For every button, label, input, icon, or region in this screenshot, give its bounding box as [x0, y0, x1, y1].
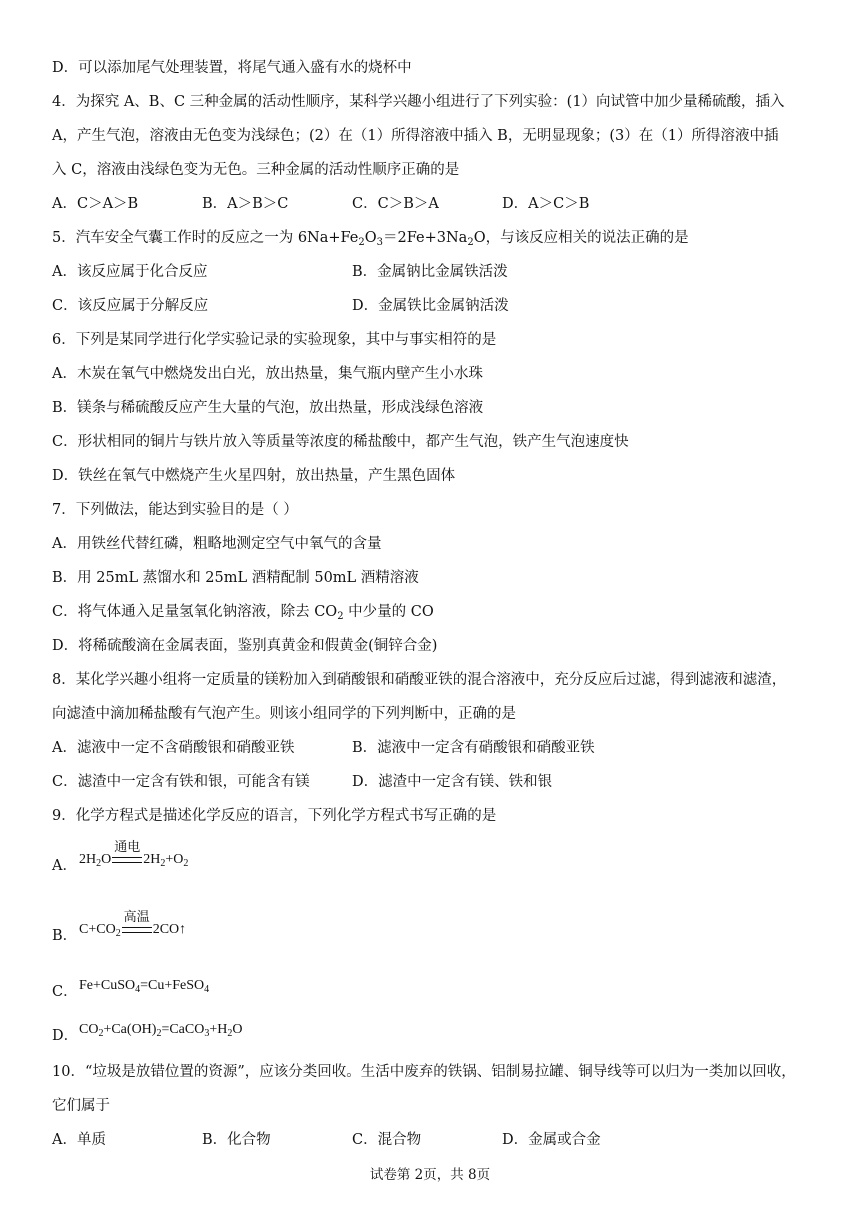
q8-option-a: A．滤液中一定不含硝酸银和硝酸亚铁 — [52, 740, 295, 756]
q4-option-c: C．C＞B＞A — [352, 196, 439, 212]
q8-option-d: D．滤渣中一定含有镁、铁和银 — [352, 774, 553, 790]
q10-option-d: D．金属或合金 — [502, 1132, 601, 1148]
q9-stem: 9．化学方程式是描述化学反应的语言，下列化学方程式书写正确的是 — [52, 808, 497, 824]
q5-option-b: B．金属钠比金属铁活泼 — [352, 264, 508, 280]
q10-option-b: B．化合物 — [202, 1132, 271, 1148]
q6-option-b: B．镁条与稀硫酸反应产生大量的气泡，放出热量，形成浅绿色溶液 — [52, 400, 484, 416]
q6-option-a: A．木炭在氧气中燃烧发出白光，放出热量，集气瓶内壁产生小水珠 — [52, 366, 483, 382]
equation-a: $2H_2O$ 通电 $2H_2+O_2$ — [79, 840, 189, 869]
q3-option-d: D．可以添加尾气处理装置，将尾气通入盛有水的烧杯中 — [52, 60, 412, 76]
q5-option-a: A．该反应属于化合反应 — [52, 264, 208, 280]
q4-option-a: A．C＞A＞B — [52, 196, 139, 212]
q5-option-d: D．金属铁比金属钠活泼 — [352, 298, 509, 314]
q6-option-d: D．铁丝在氧气中燃烧产生火星四射，放出热量，产生黑色固体 — [52, 468, 456, 484]
q4-option-d: D．A＞C＞B — [502, 196, 590, 212]
q7-option-d: D．将稀硫酸滴在金属表面，鉴别真黄金和假黄金(铜锌合金) — [52, 638, 438, 654]
q7-option-c: C．将气体通入足量氢氧化钠溶液，除去 $CO_2$ 中少量的 CO — [52, 604, 434, 622]
q4-stem-line2: A，产生气泡，溶液由无色变为浅绿色；(2）在（1）所得溶液中插入 B，无明显现象；(3）在（1）所得溶液中插 — [52, 128, 779, 144]
q4-stem-line3: 入 C，溶液由浅绿色变为无色。三种金属的活动性顺序正确的是 — [52, 162, 460, 178]
q10-stem-line2: 它们属于 — [52, 1098, 110, 1114]
q10-option-a: A．单质 — [52, 1132, 106, 1148]
q8-stem-line2: 向滤渣中滴加稀盐酸有气泡产生。则该小组同学的下列判断中，正确的是 — [52, 706, 516, 722]
equation-b: $C+CO_2$ 高温 2CO↑ — [79, 910, 187, 939]
q7-option-a: A．用铁丝代替红磷，粗略地测定空气中氧气的含量 — [52, 536, 382, 552]
equation-d: $CO_2+Ca(OH)_2=CaCO_3+H_2O$ — [79, 1022, 243, 1039]
q4-option-b: B．A＞B＞C — [202, 196, 289, 212]
q8-option-c: C．滤渣中一定含有铁和银，可能含有镁 — [52, 774, 310, 790]
q10-option-c: C．混合物 — [352, 1132, 422, 1148]
exam-page: D．可以添加尾气处理装置，将尾气通入盛有水的烧杯中 4．为探究 A、B、C 三种金属的活动性顺序，某科学兴趣小组进行了下列实验：(1）向试管中加少量稀硫酸，插入 A，产生气泡，溶液由无色变为浅绿色；(2）在（1）所得溶液中插入 B，无明显现象；(3）在（1）所得溶液中插 入 C，溶液由浅绿色变为无色。三种金属的活动性顺序正确的是 A．C＞A＞B B．A＞B＞C C．C＞B＞A D．A＞C＞B 5．汽车安全气囊工作时的反应之一为 $6Na+Fe_2O_3=2Fe+3Na_2O$，与该反应相关的说法正确的是 A．该反应属于化合反应 B．金属钠比金属铁活泼 C．该反应属于分解反应 D．金属铁比金属钠活泼 6．下列是某同学进行化学实验记录的实验现象，其中与事实相符的是 A．木炭在氧气中燃烧发出白光，放出热量，集气瓶内壁产生小水珠 B．镁条与稀硫酸反应产生大量的气泡，放出热量，形成浅绿色溶液 C．形状相同的铜片与铁片放入等质量等浓度的稀盐酸中，都产生气泡，铁产生气泡速度快 D．铁丝在氧气中燃烧产生火星四射，放出热量，产生黑色固体 7．下列做法，能达到实验目的是（ ） A．用铁丝代替红磷，粗略地测定空气中氧气的含量 B．用 25mL 蒸馏水和 25mL 酒精配制 50mL 酒精溶液 C．将气体通入足量氢氧化钠溶液，除去 $CO_2$ 中少量的 CO D．将稀硫酸滴在金属表面，鉴别真黄金和假黄金(铜锌合金) 8．某化学兴趣小组将一定质量的镁粉加入到硝酸银和硝酸亚铁的混合溶液中，充分反应后过滤，得到滤液和滤渣， 向滤渣中滴加稀盐酸有气泡产生。则该小组同学的下列判断中，正确的是 A．滤液中一定不含硝酸银和硝酸亚铁 B．滤液中一定含有硝酸银和硝酸亚铁 C．滤渣中一定含有铁和银，可能含有镁 D．滤渣中一定含有镁、铁和银 9．化学方程式是描述化学反应的语言，下列化学方程式书写正确的是 A． $2H_2O$ 通电 $2H_2+O_2$ B． $C+CO_2$ 高温 2CO↑ C． Fe+CuSO$_4$=Cu+FeSO$_4$ D． $CO_2+Ca(OH)_2=CaCO_3+H_2O$ 10．“垃圾是放错位置的资源”，应该分类回收。生活中废弃的铁锅、铝制易拉罐、铜导线等可以归为一类加以回收， 它们属于 A．单质 B．化合物 C．混合物 D．金属或合金 试卷第 2页，共 8页 — [0, 0, 860, 1216]
equation-c: Fe+CuSO$_4$=Cu+FeSO$_4$ — [79, 978, 210, 995]
page-footer: 试卷第 2页，共 8页 — [369, 1167, 491, 1183]
q7-stem: 7．下列做法，能达到实验目的是（ ） — [52, 502, 298, 518]
q6-option-c: C．形状相同的铜片与铁片放入等质量等浓度的稀盐酸中，都产生气泡，铁产生气泡速度快 — [52, 434, 629, 450]
q5-option-c: C．该反应属于分解反应 — [52, 298, 209, 314]
q6-stem: 6．下列是某同学进行化学实验记录的实验现象，其中与事实相符的是 — [52, 332, 497, 348]
q10-stem-line1: 10．“垃圾是放错位置的资源”，应该分类回收。生活中废弃的铁锅、铝制易拉罐、铜导线等可以归为一类加以回收， — [52, 1064, 796, 1080]
q5-stem: 5．汽车安全气囊工作时的反应之一为 $6Na+Fe_2O_3=2Fe+3Na_2O$，与该反应相关的说法正确的是 — [52, 230, 689, 248]
q7-option-b: B．用 25mL 蒸馏水和 25mL 酒精配制 50mL 酒精溶液 — [52, 570, 419, 586]
q8-option-b: B．滤液中一定含有硝酸银和硝酸亚铁 — [352, 740, 595, 756]
q4-stem-line1: 4．为探究 A、B、C 三种金属的活动性顺序，某科学兴趣小组进行了下列实验：(1）向试管中加少量稀硫酸，插入 — [52, 94, 785, 110]
q8-stem-line1: 8．某化学兴趣小组将一定质量的镁粉加入到硝酸银和硝酸亚铁的混合溶液中，充分反应后过滤，得到滤液和滤渣， — [52, 672, 787, 688]
